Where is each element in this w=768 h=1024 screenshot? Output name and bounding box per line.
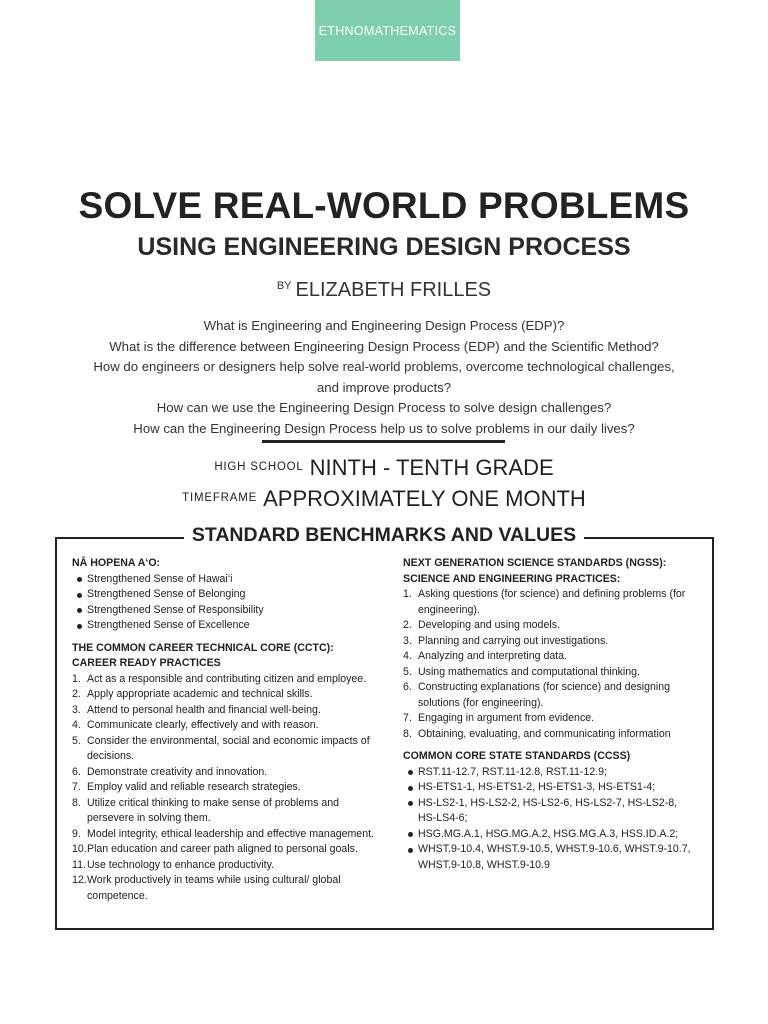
divider — [262, 440, 505, 443]
list-item: WHST.9-10.4, WHST.9-10.5, WHST.9-10.6, WHST.9-10.7, WHST.9-10.8, WHST.9-10.9 — [403, 842, 695, 873]
list-item: 6. Constructing explanations (for science) and designing solutions (for engineering). — [403, 681, 671, 709]
list-item: HS-ETS1-1, HS-ETS1-2, HS-ETS1-3, HS-ETS1-4; — [403, 780, 695, 796]
question: What is the difference between Engineering Design Process (EDP) and the Scientific Method? — [109, 338, 659, 354]
question: What is Engineering and Engineering Design Process (EDP)? — [203, 318, 565, 333]
category-tag-label: ETHNOMATHEMATICS — [318, 23, 457, 38]
standards-left-column — [72, 556, 382, 904]
list-item: Strengthened Sense of Responsibility — [72, 603, 382, 619]
list-item: 10. Plan education and career path aligned to personal goals. — [72, 843, 358, 855]
grade-level — [0, 455, 768, 481]
section-heading: COMMON CORE STATE STANDARDS (CCSS) — [403, 750, 631, 762]
section-heading: NEXT GENERATION SCIENCE STANDARDS (NGSS): — [403, 557, 667, 569]
byline — [0, 279, 768, 302]
list-item: RST.11-12.7, RST.11-12.8, RST.11-12.9; — [403, 765, 695, 781]
list-item: 7. Employ valid and reliable research strategies. — [72, 781, 301, 793]
section-heading: SCIENCE AND ENGINEERING PRACTICES: — [403, 572, 621, 585]
standards-heading — [0, 524, 768, 547]
list-item: 6. Demonstrate creativity and innovation. — [72, 765, 268, 778]
list-item: 3. Planning and carrying out investigations. — [403, 634, 609, 647]
category-tag — [315, 0, 460, 61]
list-item: 8. Utilize critical thinking to make sense of problems and persevere in solving them. — [72, 796, 340, 824]
list-item: HS-LS2-1, HS-LS2-2, HS-LS2-6, HS-LS2-7, HS-LS2-8, HS-LS4-6; — [403, 796, 695, 827]
list-item: 1. Act as a responsible and contributing citizen and employee. — [72, 672, 367, 685]
question: How can the Engineering Design Process help us to solve problems in our daily lives? — [133, 420, 635, 436]
list-item: 4. Analyzing and interpreting data. — [403, 650, 568, 662]
section-heading: THE COMMON CAREER TECHNICAL CORE (CCTC): — [72, 641, 334, 654]
list-item: 11. Use technology to enhance productivity. — [72, 858, 275, 871]
list-item: 9. Model integrity, ethical leadership and effective management. — [72, 827, 374, 840]
grade-level-label: HIGH SCHOOL — [214, 461, 304, 473]
list-item: 5. Using mathematics and computational thinking. — [403, 665, 640, 678]
question: How do engineers or designers help solve real-world problems, overcome technological challenges, and improve products? — [93, 359, 675, 395]
list-item: Strengthened Sense of Hawai‘i — [72, 572, 382, 588]
author-name: ELIZABETH FRILLES — [295, 279, 492, 301]
essential-questions — [84, 316, 684, 440]
list-item: 12. Work productively in teams while using cultural/ global competence. — [72, 874, 341, 902]
standards-right-column — [403, 556, 695, 873]
list-item: 7. Engaging in argument from evidence. — [403, 712, 595, 724]
list-item: 2. Developing and using models. — [403, 619, 560, 631]
list-item: 4. Communicate clearly, effectively and with reason. — [72, 719, 319, 731]
timeframe — [0, 486, 768, 512]
list-item: Strengthened Sense of Excellence — [72, 618, 382, 634]
ccss-list — [403, 765, 695, 874]
list-item: 3. Attend to personal health and financial well-being. — [72, 703, 321, 716]
nho-list — [72, 572, 382, 634]
list-item: HSG.MG.A.1, HSG.MG.A.2, HSG.MG.A.3, HSS.ID.A.2; — [403, 827, 695, 843]
list-item: Strengthened Sense of Belonging — [72, 587, 382, 603]
list-item: 1. Asking questions (for science) and defining problems (for engineering). — [403, 588, 686, 616]
timeframe-value: APPROXIMATELY ONE MONTH — [263, 486, 586, 511]
list-item: 2. Apply appropriate academic and technical skills. — [72, 688, 313, 700]
question: How can we use the Engineering Design Process to solve design challenges? — [156, 400, 612, 416]
page-subtitle: USING ENGINEERING DESIGN PROCESS — [137, 233, 631, 261]
page-title: SOLVE REAL-WORLD PROBLEMS — [78, 185, 690, 226]
timeframe-label: TIMEFRAME — [182, 492, 258, 504]
list-item: 8. Obtaining, evaluating, and communicating information — [403, 727, 671, 740]
section-heading: NĀ HOPENA A‘O: — [72, 557, 161, 569]
ngss-list — [403, 587, 695, 742]
grade-level-value: NINTH - TENTH GRADE — [309, 455, 554, 480]
list-item: 5. Consider the environmental, social and economic impacts of decisions. — [72, 734, 370, 762]
section-heading: CAREER READY PRACTICES — [72, 657, 221, 669]
cctc-list — [72, 672, 382, 905]
standards-heading-text: STANDARD BENCHMARKS AND VALUES — [184, 524, 584, 546]
byline-prefix: BY — [276, 280, 292, 292]
